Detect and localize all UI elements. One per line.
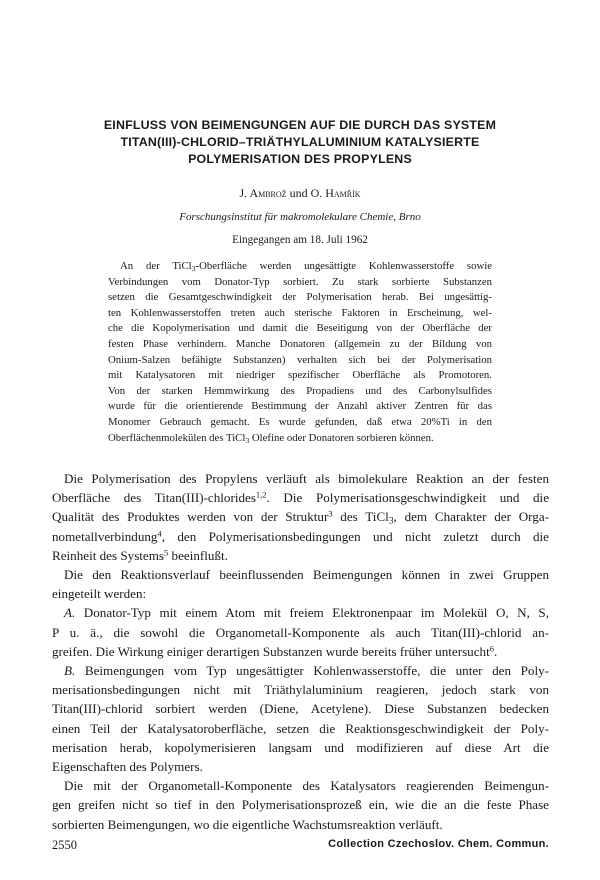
reference-marker: 4	[157, 527, 162, 538]
subscript: 3	[245, 435, 250, 445]
article-title	[40, 117, 560, 168]
body-line: eingeteilt werden:	[52, 586, 147, 602]
author-ambroz: J. Ambrož	[239, 186, 287, 200]
list-label: A.	[64, 605, 76, 621]
body-line: sorbierten Beimengungen, wo die eigentliche Wachstumsreaktion verläuft.	[52, 816, 443, 832]
body-line: Reinheit des Systems$^5$ beeinflußt.	[52, 547, 228, 563]
abstract-line: Von der starken Hemmwirkung des Propadiens und des Carbonylsulfides	[108, 384, 492, 397]
reference-marker: 6	[489, 643, 494, 654]
body-line: Oberfläche des Titan(III)-chlorides$^{1,2}$. Die Polymerisationsgeschwindigkeit und die	[52, 489, 549, 506]
body-text	[52, 469, 549, 834]
author-line	[0, 185, 600, 201]
body-line: Titan(III)-chlorid sorbiert werden (Diene, Acetylene). Diese Substanzen bedecken	[52, 701, 549, 717]
abstract-line: Verbindungen vom Donator-Typ sorbiert. Zu stark sorbierte Substanzen	[108, 275, 492, 288]
abstract-line: wurde für die orientierende Bestimmung der Anzahl aktiver Zentren für das	[108, 400, 492, 413]
reference-marker: 5	[164, 547, 169, 558]
author-conjunction: und	[289, 186, 308, 200]
author-hamrik: O. Hamřík	[310, 186, 361, 200]
body-line: gen greifen nicht so tief in den Polymerisationsprozeß ein, wie die an die feste Phase	[52, 797, 549, 813]
body-line: merisationsbedingungen nicht mit Triäthylaluminium reagieren, jedoch stark von	[52, 682, 549, 698]
body-line: Qualität des Produktes werden von der Struktur$^3$ des TiCl$_3$, dem Charakter der Orga-	[52, 508, 549, 527]
abstract-line: Onium-Salzen befähigte Substanzen) verhalten sich bei der Polymerisation	[108, 353, 492, 366]
title-line: POLYMERISATION DES PROPYLENS	[188, 152, 412, 166]
title-line: TITAN(III)-CHLORID–TRIÄTHYLALUMINIUM KATALYSIERTE	[120, 135, 480, 149]
page-number: 2550	[52, 838, 77, 852]
abstract-line: che die Kopolymerisation und damit die Beseitigung von der Oberfläche der	[108, 322, 492, 335]
body-line: Die mit der Organometall-Komponente des Katalysators reagierenden Beimengun-	[64, 778, 549, 794]
journal-name: Collection Czechoslov. Chem. Commun.	[328, 838, 549, 850]
body-line: B. Beimengungen vom Typ ungesättigter Kohlenwasserstoffe, die unter den Poly-	[64, 663, 549, 679]
received-date: Eingegangen am 18. Juli 1962	[232, 234, 368, 246]
abstract-line: ten Kohlenwasserstoffen treten auch sterische Faktoren in Erscheinung, wel-	[108, 306, 492, 319]
abstract-line: setzen die Gesamtgeschwindigkeit der Polymerisation herab. Bei ungesättig-	[108, 291, 492, 304]
body-line: nometallverbindung$^4$, den Polymerisationsbedingungen und nicht zuletzt durch die	[52, 527, 549, 544]
abstract-line: Oberflächenmolekülen des TiCl$_3$ Olefine oder Donatoren sorbieren können.	[108, 431, 434, 445]
affiliation: Forschungsinstitut für makromolekulare Chemie, Brno	[179, 211, 421, 223]
title-line: EINFLUSS VON BEIMENGUNGEN AUF DIE DURCH DAS SYSTEM	[103, 118, 497, 132]
body-line: einen Teil der Katalysatoroberfläche, setzen die Reaktionsgeschwindigkeit der Poly-	[52, 720, 549, 736]
abstract-line: Monomer Gebrauch gemacht. Es wurde gefunden, daß etwa 20%Ti in den	[108, 415, 492, 428]
abstract-line: festen Phase verhindern. Manche Donatoren (allgemein zu der Bildung von	[108, 337, 492, 350]
reference-marker: 3	[328, 508, 333, 519]
body-line: Die den Reaktionsverlauf beeinflussenden Beimengungen können in zwei Gruppen	[64, 567, 549, 583]
abstract	[108, 259, 492, 446]
abstract-line: mit Katalysatoren mit niedriger spezifischer Oberfläche als Promotoren.	[108, 369, 492, 382]
subscript: 3	[191, 263, 196, 273]
page-footer	[52, 838, 549, 856]
body-line: greifen. Die Wirkung einiger derartigen Substanzen wurde bereits früher untersucht$^6$.	[52, 643, 498, 659]
abstract-line: An der TiCl$_3$-Oberfläche werden ungesättigte Kohlenwasserstoffe sowie	[120, 260, 492, 273]
body-line: Die Polymerisation des Propylens verläuft als bimolekulare Reaktion an der festen	[64, 471, 549, 486]
list-label: B.	[64, 663, 76, 679]
body-line: A. Donator-Typ mit einem Atom mit freiem Elektronenpaar im Molekül O, N, S,	[64, 605, 549, 621]
body-line: P u. ä., die sowohl die Organometall-Komponente als auch Titan(III)-chlorid an-	[52, 624, 549, 640]
body-line: Eigenschaften des Polymers.	[52, 759, 203, 775]
subscript: 3	[388, 516, 394, 527]
reference-marker: 1,2	[255, 489, 267, 500]
body-line: merisation herab, kopolymerisieren langsam und modifizieren auf diese Art die	[52, 739, 549, 755]
